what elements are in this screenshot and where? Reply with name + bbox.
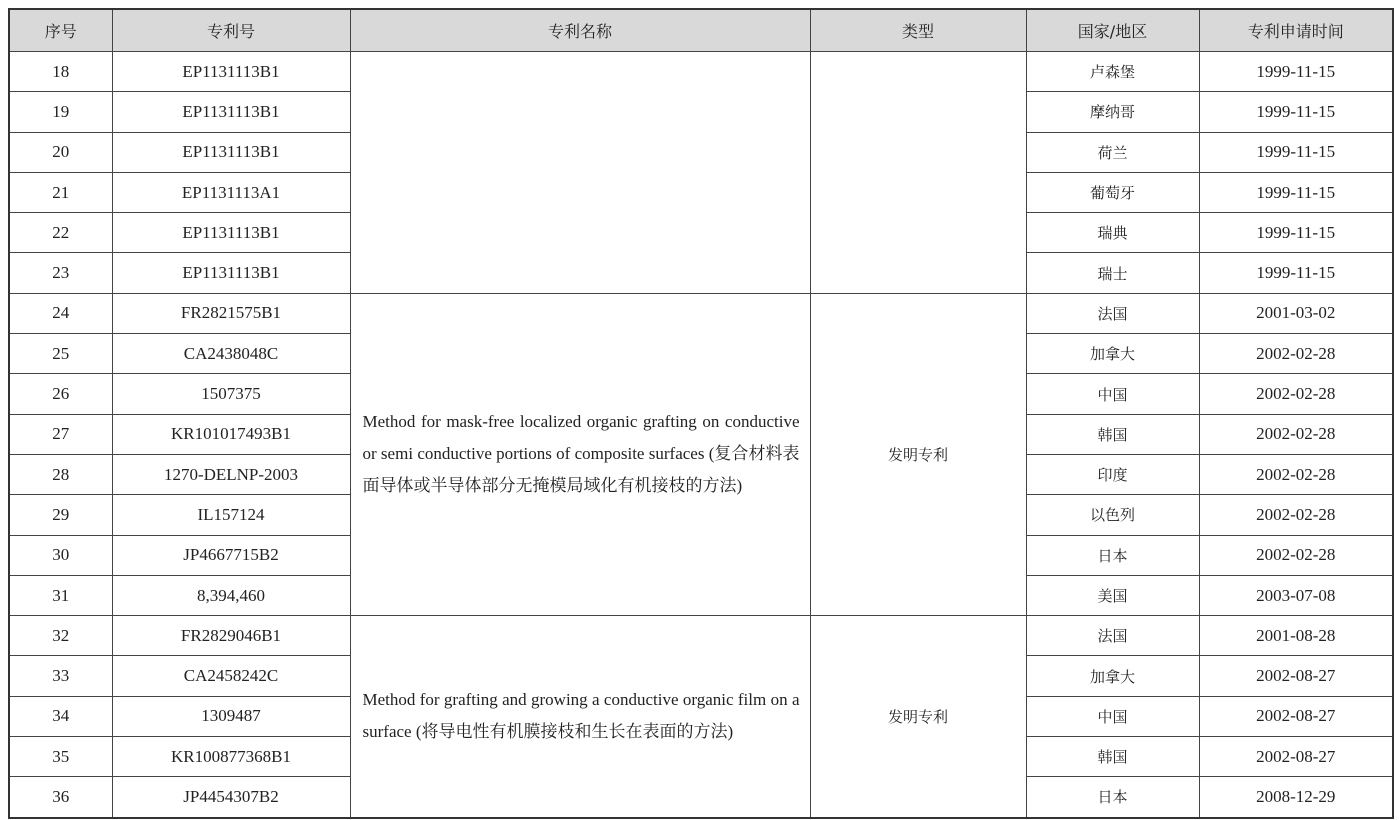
patent-number: EP1131113B1: [112, 132, 350, 172]
application-date: 2002-08-27: [1199, 737, 1393, 777]
application-date: 2002-08-27: [1199, 696, 1393, 736]
col-header-type: 类型: [810, 9, 1026, 52]
row-number: 28: [9, 454, 112, 494]
country-region: 中国: [1026, 696, 1199, 736]
country-region: 法国: [1026, 293, 1199, 333]
application-date: 2001-03-02: [1199, 293, 1393, 333]
country-region: 卢森堡: [1026, 52, 1199, 92]
row-number: 24: [9, 293, 112, 333]
row-number: 33: [9, 656, 112, 696]
patent-type: 发明专利: [810, 616, 1026, 818]
col-header-no: 序号: [9, 9, 112, 52]
patent-number: 1309487: [112, 696, 350, 736]
country-region: 加拿大: [1026, 656, 1199, 696]
row-number: 19: [9, 92, 112, 132]
row-number: 35: [9, 737, 112, 777]
row-number: 32: [9, 616, 112, 656]
row-number: 31: [9, 575, 112, 615]
row-number: 27: [9, 414, 112, 454]
patent-number: IL157124: [112, 495, 350, 535]
patent-number: 1270-DELNP-2003: [112, 454, 350, 494]
country-region: 印度: [1026, 454, 1199, 494]
row-number: 30: [9, 535, 112, 575]
application-date: 2002-02-28: [1199, 495, 1393, 535]
patent-number: FR2829046B1: [112, 616, 350, 656]
application-date: 2001-08-28: [1199, 616, 1393, 656]
row-number: 23: [9, 253, 112, 293]
row-number: 26: [9, 374, 112, 414]
row-number: 25: [9, 334, 112, 374]
row-number: 21: [9, 172, 112, 212]
patent-number: EP1131113B1: [112, 253, 350, 293]
country-region: 韩国: [1026, 414, 1199, 454]
col-header-patent-number: 专利号: [112, 9, 350, 52]
country-region: 摩纳哥: [1026, 92, 1199, 132]
row-number: 22: [9, 213, 112, 253]
patent-type: 发明专利: [810, 293, 1026, 615]
patent-number: EP1131113B1: [112, 92, 350, 132]
country-region: 瑞典: [1026, 213, 1199, 253]
patent-number: CA2438048C: [112, 334, 350, 374]
application-date: 2008-12-29: [1199, 777, 1393, 818]
row-number: 29: [9, 495, 112, 535]
country-region: 葡萄牙: [1026, 172, 1199, 212]
country-region: 美国: [1026, 575, 1199, 615]
row-number: 36: [9, 777, 112, 818]
country-region: 瑞士: [1026, 253, 1199, 293]
patent-number: KR101017493B1: [112, 414, 350, 454]
patent-number: EP1131113A1: [112, 172, 350, 212]
patent-name: Method for mask-free localized organic grafting on conductive or semi conductive portions of composite surfaces (复合材料表面导体或半导体部分无掩模局域化有机接枝的方法): [350, 293, 810, 615]
application-date: 2002-02-28: [1199, 414, 1393, 454]
application-date: 1999-11-15: [1199, 132, 1393, 172]
application-date: 2002-02-28: [1199, 535, 1393, 575]
row-number: 18: [9, 52, 112, 92]
patent-number: CA2458242C: [112, 656, 350, 696]
col-header-patent-name: 专利名称: [350, 9, 810, 52]
country-region: 荷兰: [1026, 132, 1199, 172]
country-region: 以色列: [1026, 495, 1199, 535]
country-region: 日本: [1026, 535, 1199, 575]
country-region: 法国: [1026, 616, 1199, 656]
patent-type: [810, 52, 1026, 294]
col-header-date: 专利申请时间: [1199, 9, 1393, 52]
patent-number: EP1131113B1: [112, 213, 350, 253]
application-date: 1999-11-15: [1199, 213, 1393, 253]
application-date: 2002-02-28: [1199, 454, 1393, 494]
row-number: 34: [9, 696, 112, 736]
application-date: 1999-11-15: [1199, 172, 1393, 212]
country-region: 韩国: [1026, 737, 1199, 777]
col-header-country: 国家/地区: [1026, 9, 1199, 52]
patent-table: [8, 8, 1394, 819]
table-header-row: [9, 9, 1393, 52]
application-date: 1999-11-15: [1199, 253, 1393, 293]
application-date: 2002-02-28: [1199, 374, 1393, 414]
patent-number: JP4454307B2: [112, 777, 350, 818]
application-date: 2002-02-28: [1199, 334, 1393, 374]
patent-number: FR2821575B1: [112, 293, 350, 333]
application-date: 1999-11-15: [1199, 52, 1393, 92]
application-date: 1999-11-15: [1199, 92, 1393, 132]
patent-number: EP1131113B1: [112, 52, 350, 92]
patent-number: KR100877368B1: [112, 737, 350, 777]
country-region: 日本: [1026, 777, 1199, 818]
patent-number: 8,394,460: [112, 575, 350, 615]
country-region: 中国: [1026, 374, 1199, 414]
patent-number: JP4667715B2: [112, 535, 350, 575]
table-row: [9, 52, 1393, 92]
patent-name: Method for grafting and growing a conductive organic film on a surface (将导电性有机膜接枝和生长在表面的方法): [350, 616, 810, 818]
table-row: [9, 616, 1393, 656]
patent-name: [350, 52, 810, 294]
application-date: 2003-07-08: [1199, 575, 1393, 615]
table-row: [9, 293, 1393, 333]
application-date: 2002-08-27: [1199, 656, 1393, 696]
row-number: 20: [9, 132, 112, 172]
country-region: 加拿大: [1026, 334, 1199, 374]
patent-number: 1507375: [112, 374, 350, 414]
